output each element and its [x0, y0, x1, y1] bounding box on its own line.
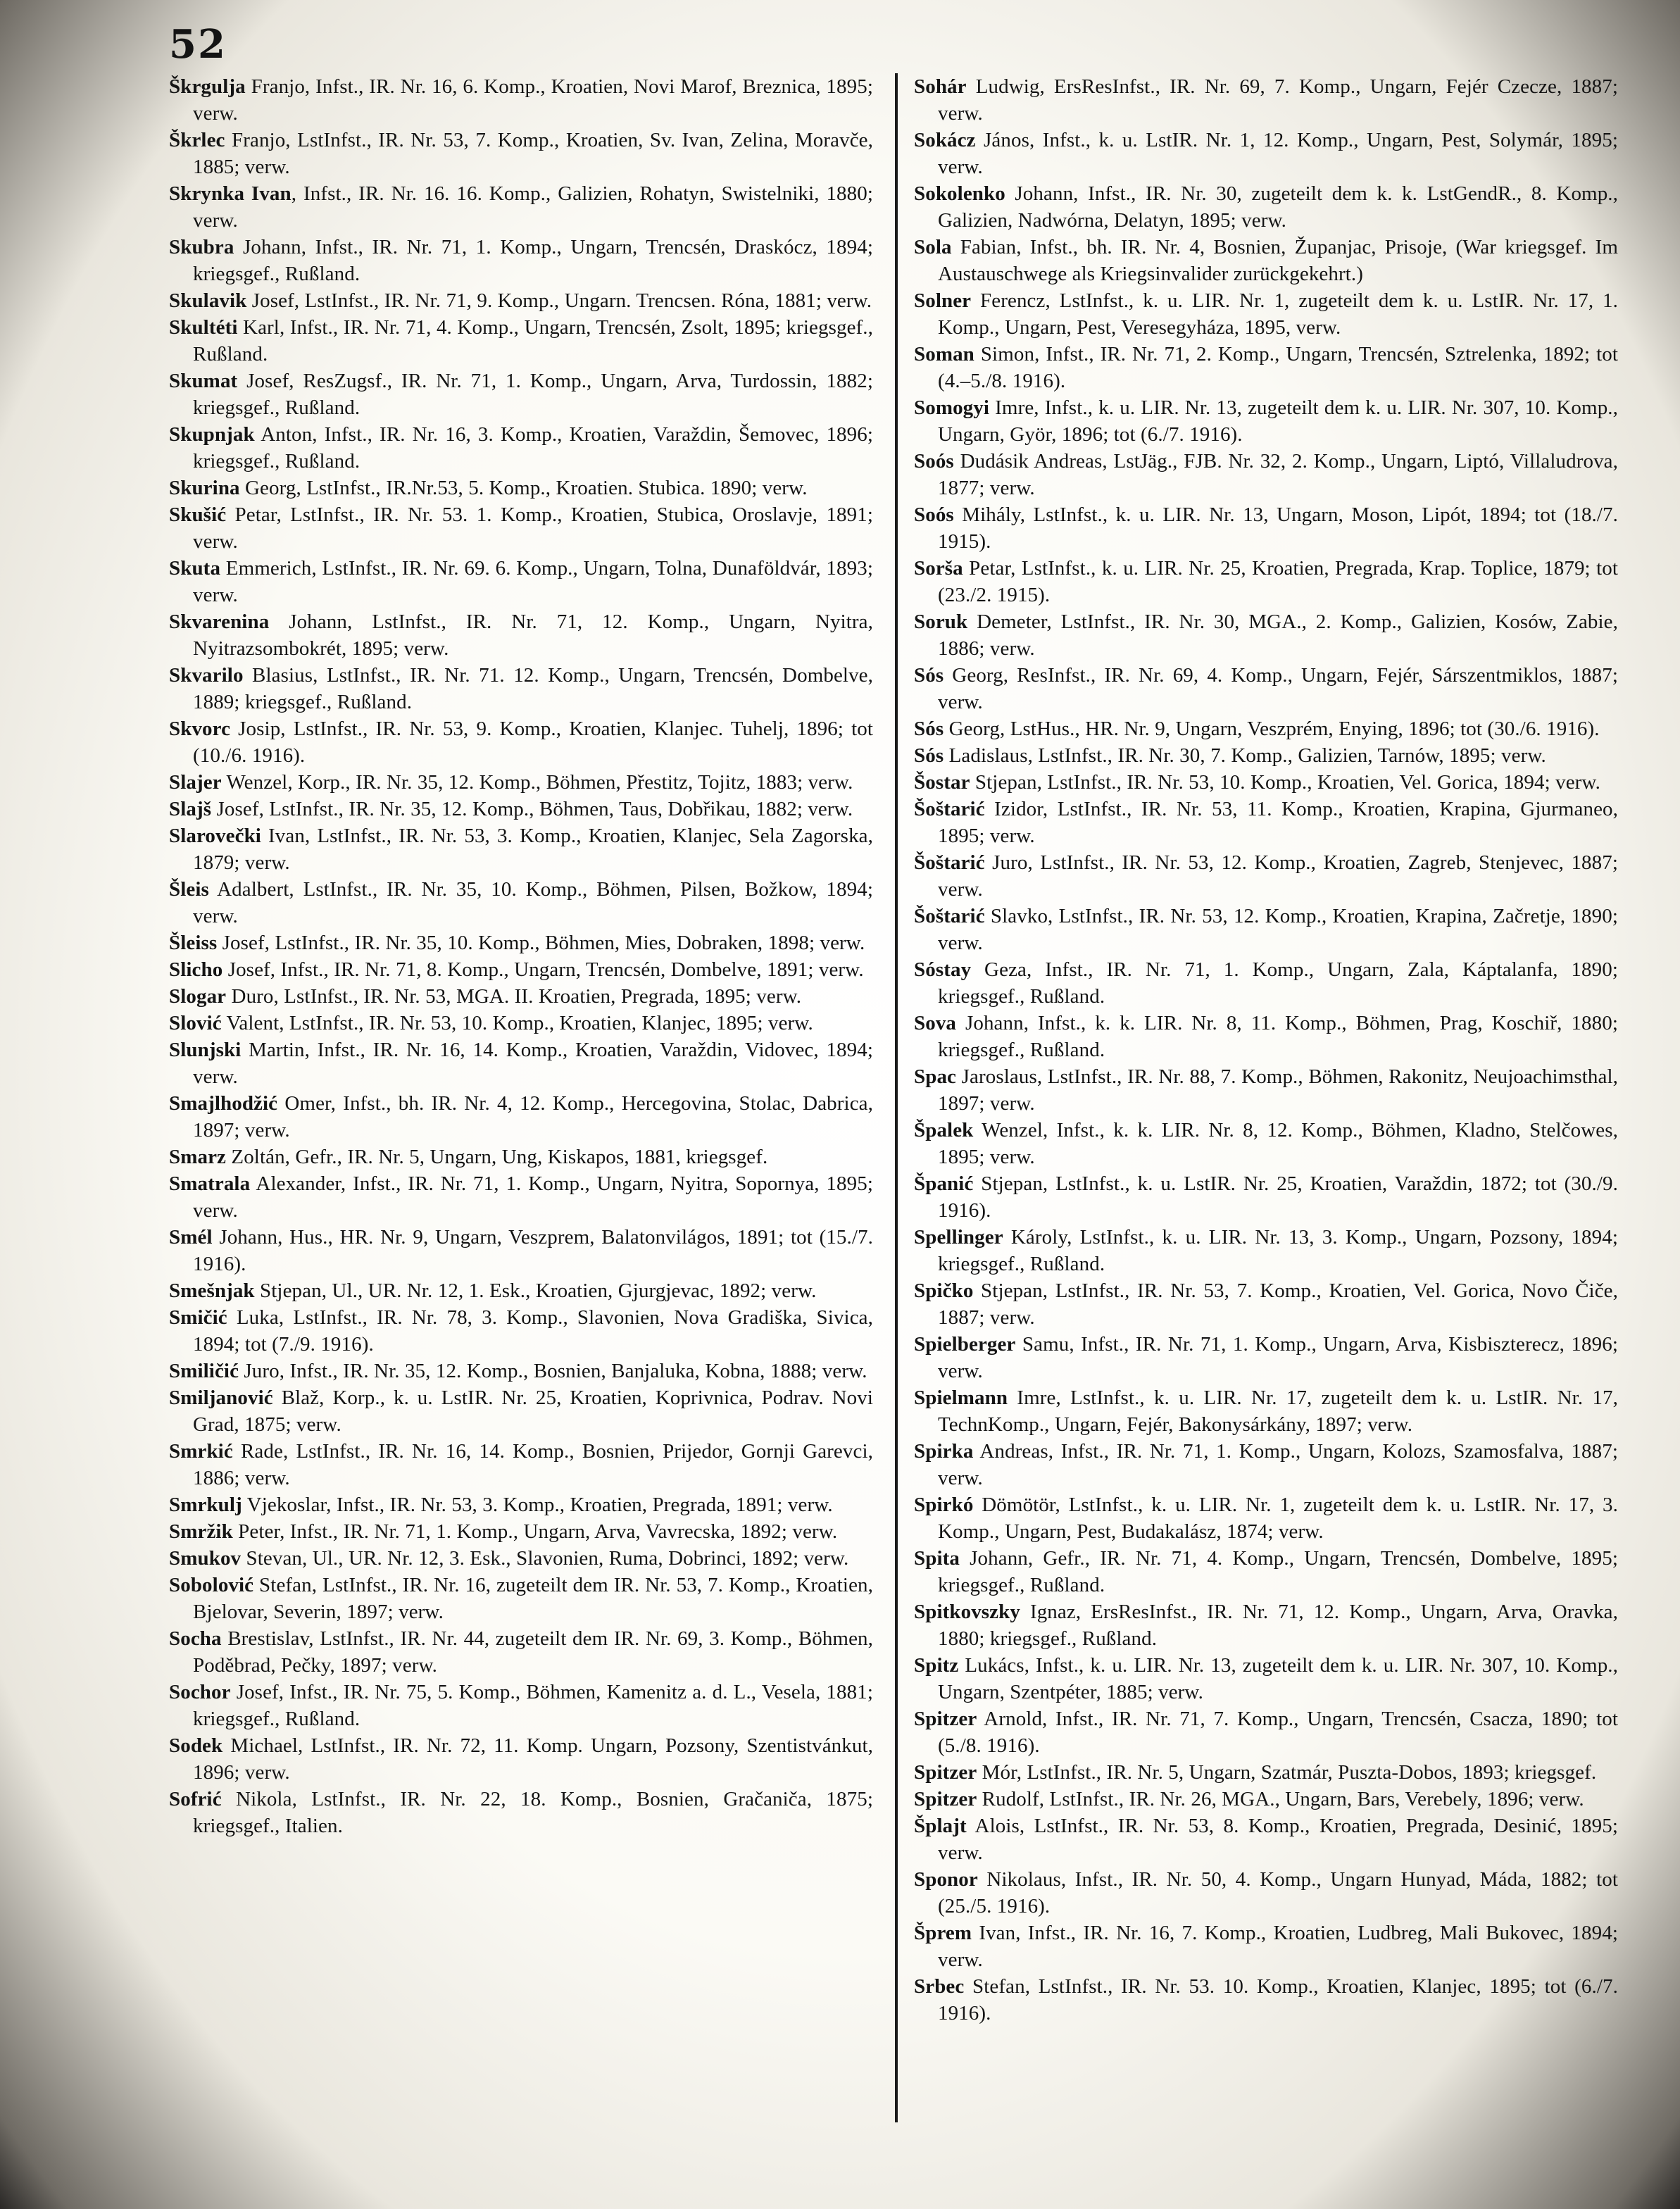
list-item — [169, 796, 873, 822]
list-item — [914, 1786, 1618, 1813]
entry-details: Stjepan, LstInfst., k. u. LstIR. Nr. 25, Kroatien, Varaždin, 1872; tot (30./9. 1916). — [938, 1172, 1618, 1222]
entry-name: Skuta — [169, 557, 221, 580]
entry-name: Šoštarić — [914, 851, 985, 874]
list-item — [169, 662, 873, 715]
entry-details: Georg, ResInfst., IR. Nr. 69, 4. Komp., Ungarn, Fejér, Sárszentmiklos, 1887; verw. — [938, 664, 1618, 713]
list-item — [169, 1491, 873, 1518]
entry-name: Spita — [914, 1547, 960, 1570]
entry-name: Slović — [169, 1012, 222, 1034]
entry-details: Nikola, LstInfst., IR. Nr. 22, 18. Komp., Bosnien, Gračaniča, 1875; kriegsgef., Italien. — [193, 1788, 873, 1837]
entry-details: Imre, Infst., k. u. LIR. Nr. 13, zugeteilt dem k. u. LIR. Nr. 307, 10. Komp., Ungarn, Györ, 1896; tot (6./7. 1916). — [938, 396, 1618, 446]
entry-name: Spielberger — [914, 1333, 1016, 1356]
entry-name: Smržik — [169, 1520, 233, 1543]
list-item — [169, 956, 873, 983]
entry-details: Jaroslaus, LstInfst., IR. Nr. 88, 7. Komp., Böhmen, Rakonitz, Neujoachimsthal, 1897; verw. — [938, 1065, 1618, 1115]
list-item — [914, 608, 1618, 662]
entry-name: Sóstay — [914, 958, 972, 981]
entry-name: Sokolenko — [914, 182, 1005, 205]
entry-name: Soós — [914, 503, 954, 526]
entry-details: Johann, Infst., k. k. LIR. Nr. 8, 11. Komp., Böhmen, Prag, Koschiř, 1880; kriegsgef., Rußland. — [938, 1012, 1618, 1061]
entry-name: Somogyi — [914, 396, 990, 419]
entry-name: Slogar — [169, 985, 227, 1008]
entry-details: Rade, LstInfst., IR. Nr. 16, 14. Komp., Bosnien, Prijedor, Gornji Garevci, 1886; verw. — [193, 1440, 873, 1489]
entry-details: , Infst., IR. Nr. 16. 16. Komp., Galizien, Rohatyn, Swistelniki, 1880; verw. — [193, 182, 874, 232]
list-item — [169, 983, 873, 1010]
list-item — [169, 1037, 873, 1090]
entry-details: Lukács, Infst., k. u. LIR. Nr. 13, zugeteilt dem k. u. LIR. Nr. 307, 10. Komp., Ungarn, Szentpéter, 1885; verw. — [938, 1654, 1618, 1703]
list-item — [914, 1331, 1618, 1384]
entry-details: Petar, LstInfst., k. u. LIR. Nr. 25, Kroatien, Pregrada, Krap. Toplice, 1879; tot (23./2. 1915). — [938, 557, 1618, 606]
list-item — [914, 1545, 1618, 1598]
entry-name: Skurina — [169, 477, 240, 499]
entry-details: Omer, Infst., bh. IR. Nr. 4, 12. Komp., Hercegovina, Stolac, Dabrica, 1897; verw. — [193, 1092, 873, 1141]
entry-details: Arnold, Infst., IR. Nr. 71, 7. Komp., Ungarn, Trencsén, Csacza, 1890; tot (5./8. 1916). — [938, 1708, 1618, 1757]
list-item — [169, 1384, 873, 1438]
entry-name: Solner — [914, 289, 972, 312]
right-column — [914, 73, 1618, 2027]
entry-details: Petar, LstInfst., IR. Nr. 53. 1. Komp., Kroatien, Stubica, Oroslavje, 1891; verw. — [193, 503, 873, 553]
entry-details: Simon, Infst., IR. Nr. 71, 2. Komp., Ungarn, Trencsén, Sztrelenka, 1892; tot (4.–5./8. 1916). — [938, 343, 1618, 392]
entry-name: Sorša — [914, 557, 963, 580]
entry-name: Sponor — [914, 1868, 978, 1891]
list-item — [169, 314, 873, 368]
list-item — [169, 1438, 873, 1491]
entry-name: Sós — [914, 718, 944, 740]
entry-details: János, Infst., k. u. LstIR. Nr. 1, 12. Komp., Ungarn, Pest, Solymár, 1895; verw. — [938, 129, 1618, 178]
list-item — [914, 1384, 1618, 1438]
entry-details: Andreas, Infst., IR. Nr. 71, 1. Komp., Ungarn, Kolozs, Szamosfalva, 1887; verw. — [938, 1440, 1618, 1489]
entry-name: Slajer — [169, 771, 222, 794]
list-item — [914, 849, 1618, 903]
list-item — [914, 769, 1618, 796]
entry-details: Stevan, Ul., UR. Nr. 12, 3. Esk., Slavonien, Ruma, Dobrinci, 1892; verw. — [241, 1547, 849, 1570]
entry-name: Socha — [169, 1627, 222, 1650]
entry-name: Spac — [914, 1065, 957, 1088]
list-item — [169, 1090, 873, 1144]
list-item — [169, 1358, 873, 1384]
entry-details: Ignaz, ErsResInfst., IR. Nr. 71, 12. Komp., Ungarn, Arva, Oravka, 1880; kriegsgef., Rußland. — [938, 1601, 1618, 1650]
list-item — [169, 1277, 873, 1304]
entry-name: Skultéti — [169, 316, 238, 339]
entry-details: Károly, LstInfst., k. u. LIR. Nr. 13, 3. Komp., Ungarn, Pozsony, 1894; kriegsgef., Rußland. — [938, 1226, 1618, 1275]
list-item — [914, 1224, 1618, 1277]
entry-name: Sobolović — [169, 1574, 254, 1596]
entry-name: Slarovečki — [169, 825, 261, 847]
list-item — [169, 876, 873, 930]
entry-details: Johann, Gefr., IR. Nr. 71, 4. Komp., Ungarn, Trencsén, Dombelve, 1895; kriegsgef., Rußland. — [938, 1547, 1618, 1596]
list-item — [169, 769, 873, 796]
entry-name: Smiličić — [169, 1360, 239, 1382]
entry-details: Johann, Hus., HR. Nr. 9, Ungarn, Veszprem, Balatonvilágos, 1891; tot (15./7. 1916). — [193, 1226, 873, 1275]
list-item — [169, 930, 873, 956]
list-item — [914, 501, 1618, 555]
entry-name: Sova — [914, 1012, 957, 1034]
entry-name: Sodek — [169, 1734, 223, 1757]
entry-name: Šleiss — [169, 932, 218, 954]
entry-details: Michael, LstInfst., IR. Nr. 72, 11. Komp. Ungarn, Pozsony, Szentistvánkut, 1896; verw. — [193, 1734, 873, 1784]
list-item — [169, 421, 873, 475]
list-item — [914, 394, 1618, 448]
list-item — [914, 1920, 1618, 1973]
list-item — [169, 180, 873, 234]
entry-details: Georg, LstInfst., IR.Nr.53, 5. Komp., Kroatien. Stubica. 1890; verw. — [239, 477, 808, 499]
entry-details: Johann, Infst., IR. Nr. 30, zugeteilt dem k. k. LstGendR., 8. Komp., Galizien, Nadwórna, Delatyn, 1895; verw. — [938, 182, 1618, 232]
entry-details: Dudásik Andreas, LstJäg., FJB. Nr. 32, 2. Komp., Ungarn, Liptó, Villaludrova, 1877; verw. — [938, 450, 1618, 499]
entry-name: Spitz — [914, 1654, 959, 1677]
entry-details: Johann, LstInfst., IR. Nr. 71, 12. Komp., Ungarn, Nyitra, Nyitrazsombokrét, 1895; verw. — [193, 611, 873, 660]
list-item — [914, 1491, 1618, 1545]
column-divider — [895, 73, 898, 2122]
entry-details: Josip, LstInfst., IR. Nr. 53, 9. Komp., Kroatien, Klanjec. Tuhelj, 1896; tot (10./6. 1916). — [193, 718, 873, 767]
entry-details: Stjepan, LstInfst., IR. Nr. 53, 7. Komp., Kroatien, Vel. Gorica, Novo Čiče, 1887; verw. — [938, 1279, 1618, 1329]
entry-name: Spirkó — [914, 1494, 974, 1516]
list-item — [169, 1572, 873, 1625]
list-item — [169, 1732, 873, 1786]
entry-name: Smarz — [169, 1146, 227, 1168]
list-item — [914, 73, 1618, 127]
list-item — [169, 1679, 873, 1732]
entry-name: Šostar — [914, 771, 970, 794]
entry-name: Šoštarić — [914, 905, 985, 927]
list-item — [914, 234, 1618, 287]
list-item — [169, 715, 873, 769]
list-item — [914, 555, 1618, 608]
list-item — [914, 180, 1618, 234]
entry-details: Karl, Infst., IR. Nr. 71, 4. Komp., Ungarn, Trencsén, Zsolt, 1895; kriegsgef., Rußland. — [193, 316, 873, 365]
list-item — [169, 73, 873, 127]
entry-name: Škrlec — [169, 129, 225, 151]
entry-name: Spitzer — [914, 1708, 977, 1730]
entry-details: Franjo, Infst., IR. Nr. 16, 6. Komp., Kroatien, Novi Marof, Breznica, 1895; verw. — [193, 75, 873, 125]
list-item — [169, 1144, 873, 1170]
list-item — [169, 368, 873, 421]
entry-name: Spitzer — [914, 1761, 977, 1784]
entry-name: Šleis — [169, 878, 209, 901]
entry-details: Martin, Infst., IR. Nr. 16, 14. Komp., Kroatien, Varaždin, Vidovec, 1894; verw. — [193, 1039, 873, 1088]
entry-name: Smukov — [169, 1547, 242, 1570]
entry-details: Demeter, LstInfst., IR. Nr. 30, MGA., 2. Komp., Galizien, Kosów, Zabie, 1886; verw. — [938, 611, 1618, 660]
entry-name: Sós — [914, 744, 944, 767]
list-item — [914, 1813, 1618, 1866]
entry-details: Imre, LstInfst., k. u. LIR. Nr. 17, zugeteilt dem k. u. LstIR. Nr. 17, TechnKomp., Ungarn, Fejér, Bakonysárkány, 1897; verw. — [938, 1387, 1618, 1436]
list-item — [914, 1010, 1618, 1063]
entry-details: Slavko, LstInfst., IR. Nr. 53, 12. Komp., Kroatien, Krapina, Začretje, 1890; verw. — [938, 905, 1618, 954]
list-item — [169, 1224, 873, 1277]
entry-details: Duro, LstInfst., IR. Nr. 53, MGA. II. Kroatien, Pregrada, 1895; verw. — [226, 985, 802, 1008]
entry-name: Smrkić — [169, 1440, 233, 1463]
entry-details: Josef, LstInfst., IR. Nr. 35, 12. Komp., Böhmen, Taus, Dobřikau, 1882; verw. — [211, 798, 853, 820]
entry-name: Smél — [169, 1226, 213, 1249]
entry-name: Skulavik — [169, 289, 247, 312]
entry-name: Skvorc — [169, 718, 231, 740]
list-item — [914, 1277, 1618, 1331]
entry-name: Srbec — [914, 1975, 965, 1998]
list-item — [169, 1304, 873, 1358]
entry-details: Wenzel, Infst., k. k. LIR. Nr. 8, 12. Komp., Böhmen, Kladno, Stelčowes, 1895; verw. — [938, 1119, 1618, 1168]
list-item — [914, 1438, 1618, 1491]
entry-name: Skvarilo — [169, 664, 244, 687]
list-item — [914, 1759, 1618, 1786]
entry-name: Šplajt — [914, 1815, 967, 1837]
entry-name: Spirka — [914, 1440, 974, 1463]
entry-name: Smrkulj — [169, 1494, 242, 1516]
entry-name: Skubra — [169, 236, 234, 258]
list-item — [914, 127, 1618, 180]
entry-name: Sohár — [914, 75, 967, 98]
entry-details: Dömötör, LstInfst., k. u. LIR. Nr. 1, zugeteilt dem k. u. LstIR. Nr. 17, 3. Komp., Ungarn, Pest, Budakalász, 1874; verw. — [938, 1494, 1618, 1543]
list-item — [169, 822, 873, 876]
list-item — [914, 1973, 1618, 2027]
entry-name: Škrgulja — [169, 75, 246, 98]
entry-details: Wenzel, Korp., IR. Nr. 35, 12. Komp., Böhmen, Přestitz, Tojitz, 1883; verw. — [221, 771, 853, 794]
list-item — [169, 287, 873, 314]
list-item — [914, 1117, 1618, 1170]
entry-details: Blaž, Korp., k. u. LstIR. Nr. 25, Kroatien, Koprivnica, Podrav. Novi Grad, 1875; verw. — [193, 1387, 873, 1436]
entry-details: Franjo, LstInfst., IR. Nr. 53, 7. Komp., Kroatien, Sv. Ivan, Zelina, Moravče, 1885; verw. — [193, 129, 873, 178]
list-item — [914, 742, 1618, 769]
entry-name: Šoštarić — [914, 798, 985, 820]
list-item — [169, 555, 873, 608]
entry-details: Stjepan, LstInfst., IR. Nr. 53, 10. Komp., Kroatien, Vel. Gorica, 1894; verw. — [970, 771, 1600, 794]
list-item — [914, 341, 1618, 394]
entry-details: Josef, ResZugsf., IR. Nr. 71, 1. Komp., Ungarn, Arva, Turdossin, 1882; kriegsgef., Rußland. — [193, 370, 873, 419]
list-item — [914, 1170, 1618, 1224]
list-item — [169, 1010, 873, 1037]
entry-name: Slunjski — [169, 1039, 242, 1061]
entry-details: Samu, Infst., IR. Nr. 71, 1. Komp., Ungarn, Arva, Kisbiszterecz, 1896; verw. — [938, 1333, 1618, 1382]
entry-name: Skvarenina — [169, 611, 270, 633]
entry-details: Stefan, LstInfst., IR. Nr. 53. 10. Komp., Kroatien, Klanjec, 1895; tot (6./7. 1916). — [938, 1975, 1618, 2025]
entry-name: Smičić — [169, 1306, 227, 1329]
entry-name: Španić — [914, 1172, 974, 1195]
entry-name: Slicho — [169, 958, 223, 981]
entry-details: Zoltán, Gefr., IR. Nr. 5, Ungarn, Ung, Kiskapos, 1881, kriegsgef. — [226, 1146, 768, 1168]
entry-details: Ivan, LstInfst., IR. Nr. 53, 3. Komp., Kroatien, Klanjec, Sela Zagorska, 1879; verw. — [193, 825, 873, 874]
entry-details: Juro, Infst., IR. Nr. 35, 12. Komp., Bosnien, Banjaluka, Kobna, 1888; verw. — [239, 1360, 867, 1382]
list-item — [914, 956, 1618, 1010]
entry-details: Peter, Infst., IR. Nr. 71, 1. Komp., Ungarn, Arva, Vavrecska, 1892; verw. — [232, 1520, 838, 1543]
list-item — [169, 1170, 873, 1224]
entry-name: Spielmann — [914, 1387, 1008, 1409]
entry-details: Ivan, Infst., IR. Nr. 16, 7. Komp., Kroatien, Ludbreg, Mali Bukovec, 1894; verw. — [938, 1922, 1618, 1971]
entry-details: Geza, Infst., IR. Nr. 71, 1. Komp., Ungarn, Zala, Káptalanfa, 1890; kriegsgef., Rußland. — [938, 958, 1618, 1008]
list-item — [169, 1518, 873, 1545]
list-item — [914, 287, 1618, 341]
list-item — [169, 475, 873, 501]
list-item — [169, 234, 873, 287]
list-item — [914, 1063, 1618, 1117]
list-item — [914, 903, 1618, 956]
entry-name: Sofrić — [169, 1788, 222, 1810]
entry-name: Sochor — [169, 1681, 231, 1703]
entry-name: Soruk — [914, 611, 968, 633]
entry-details: Mór, LstInfst., IR. Nr. 5, Ungarn, Szatmár, Puszta-Dobos, 1893; kriegsgef. — [977, 1761, 1597, 1784]
entry-name: Spitzer — [914, 1788, 977, 1810]
entry-details: Izidor, LstInfst., IR. Nr. 53, 11. Komp., Kroatien, Krapina, Gjurmaneo, 1895; verw. — [938, 798, 1618, 847]
entry-name: Skupnjak — [169, 423, 255, 446]
entry-name: Spitkovszky — [914, 1601, 1020, 1623]
entry-name: Smajlhodžić — [169, 1092, 278, 1115]
entry-name: Soman — [914, 343, 974, 365]
entry-name: Skumat — [169, 370, 238, 392]
entry-name: Sokácz — [914, 129, 976, 151]
list-item — [169, 1786, 873, 1839]
entry-details: Emmerich, LstInfst., IR. Nr. 69. 6. Komp., Ungarn, Tolna, Dunaföldvár, 1893; verw. — [193, 557, 873, 606]
entry-details: Juro, LstInfst., IR. Nr. 53, 12. Komp., Kroatien, Zagreb, Stenjevec, 1887; verw. — [938, 851, 1618, 901]
entry-name: Slajš — [169, 798, 212, 820]
entry-name: Sola — [914, 236, 952, 258]
entry-name: Soós — [914, 450, 954, 473]
entry-name: Smiljanović — [169, 1387, 273, 1409]
entry-details: Alexander, Infst., IR. Nr. 71, 1. Komp., Ungarn, Nyitra, Sopornya, 1895; verw. — [193, 1172, 873, 1222]
entry-details: Josef, LstInfst., IR. Nr. 71, 9. Komp., Ungarn. Trencsen. Róna, 1881; verw. — [246, 289, 872, 312]
list-item — [169, 1545, 873, 1572]
entry-details: Valent, LstInfst., IR. Nr. 53, 10. Komp., Kroatien, Klanjec, 1895; verw. — [221, 1012, 813, 1034]
entry-name: Smešnjak — [169, 1279, 255, 1302]
entry-details: Adalbert, LstInfst., IR. Nr. 35, 10. Komp., Böhmen, Pilsen, Božkow, 1894; verw. — [193, 878, 873, 927]
entry-details: Johann, Infst., IR. Nr. 71, 1. Komp., Ungarn, Trencsén, Draskócz, 1894; kriegsgef., Rußland. — [193, 236, 873, 285]
left-column — [169, 73, 873, 1839]
entry-name: Šprem — [914, 1922, 972, 1944]
entry-details: Fabian, Infst., bh. IR. Nr. 4, Bosnien, Županjac, Prisoje, (War kriegsgef. Im Austauschwege als Kriegsinvalider zurückgekehrt.) — [938, 236, 1618, 285]
entry-details: Ludwig, ErsResInfst., IR. Nr. 69, 7. Komp., Ungarn, Fejér Czecze, 1887; verw. — [938, 75, 1618, 125]
entry-details: Georg, LstHus., HR. Nr. 9, Ungarn, Veszprém, Enying, 1896; tot (30./6. 1916). — [944, 718, 1600, 740]
entry-details: Vjekoslar, Infst., IR. Nr. 53, 3. Komp., Kroatien, Pregrada, 1891; verw. — [242, 1494, 833, 1516]
entry-details: Josef, LstInfst., IR. Nr. 35, 10. Komp., Böhmen, Mies, Dobraken, 1898; verw. — [217, 932, 865, 954]
entry-name: Smatrala — [169, 1172, 251, 1195]
entry-details: Anton, Infst., IR. Nr. 16, 3. Komp., Kroatien, Varaždin, Šemovec, 1896; kriegsgef., Rußland. — [193, 423, 873, 473]
list-item — [169, 608, 873, 662]
entry-details: Nikolaus, Infst., IR. Nr. 50, 4. Komp., Ungarn Hunyad, Máda, 1882; tot (25./5. 1916). — [938, 1868, 1618, 1917]
entry-details: Alois, LstInfst., IR. Nr. 53, 8. Komp., Kroatien, Pregrada, Desinić, 1895; verw. — [938, 1815, 1618, 1864]
entry-details: Mihály, LstInfst., k. u. LIR. Nr. 13, Ungarn, Moson, Lipót, 1894; tot (18./7. 1915). — [938, 503, 1618, 553]
list-item — [914, 1652, 1618, 1706]
list-item — [914, 715, 1618, 742]
entry-name: Špalek — [914, 1119, 974, 1141]
entry-details: Blasius, LstInfst., IR. Nr. 71. 12. Komp., Ungarn, Trencsén, Dombelve, 1889; kriegsgef., Rußland. — [193, 664, 873, 713]
entry-details: Josef, Infst., IR. Nr. 75, 5. Komp., Böhmen, Kamenitz a. d. L., Vesela, 1881; kriegsgef., Rußland. — [193, 1681, 873, 1730]
entry-details: Rudolf, LstInfst., IR. Nr. 26, MGA., Ungarn, Bars, Verebely, 1896; verw. — [977, 1788, 1584, 1810]
list-item — [169, 1625, 873, 1679]
list-item — [914, 662, 1618, 715]
list-item — [169, 127, 873, 180]
entry-name: Sós — [914, 664, 944, 687]
entry-name: Spičko — [914, 1279, 974, 1302]
entry-name: Skušić — [169, 503, 227, 526]
entry-details: Brestislav, LstInfst., IR. Nr. 44, zugeteilt dem IR. Nr. 69, 3. Komp., Böhmen, Poděbrad, Pečky, 1897; verw. — [193, 1627, 873, 1677]
entry-details: Stefan, LstInfst., IR. Nr. 16, zugeteilt dem IR. Nr. 53, 7. Komp., Kroatien, Bjelovar, Severin, 1897; verw. — [193, 1574, 873, 1623]
entry-name: Spellinger — [914, 1226, 1003, 1249]
entry-name: Skrynka Ivan — [169, 182, 292, 205]
list-item — [169, 501, 873, 555]
list-item — [914, 1706, 1618, 1759]
list-item — [914, 796, 1618, 849]
page-number: 52 — [169, 21, 227, 68]
list-item — [914, 448, 1618, 501]
entry-details: Ferencz, LstInfst., k. u. LIR. Nr. 1, zugeteilt dem k. u. LstIR. Nr. 17, 1. Komp., Ungarn, Pest, Veresegyháza, 1895, verw. — [938, 289, 1618, 339]
entry-details: Ladislaus, LstInfst., IR. Nr. 30, 7. Komp., Galizien, Tarnów, 1895; verw. — [944, 744, 1546, 767]
entry-details: Luka, LstInfst., IR. Nr. 78, 3. Komp., Slavonien, Nova Gradiška, Sivica, 1894; tot (7./9. 1916). — [193, 1306, 873, 1356]
list-item — [914, 1866, 1618, 1920]
entry-details: Josef, Infst., IR. Nr. 71, 8. Komp., Ungarn, Trencsén, Dombelve, 1891; verw. — [222, 958, 864, 981]
entry-details: Stjepan, Ul., UR. Nr. 12, 1. Esk., Kroatien, Gjurgjevac, 1892; verw. — [254, 1279, 817, 1302]
list-item — [914, 1598, 1618, 1652]
